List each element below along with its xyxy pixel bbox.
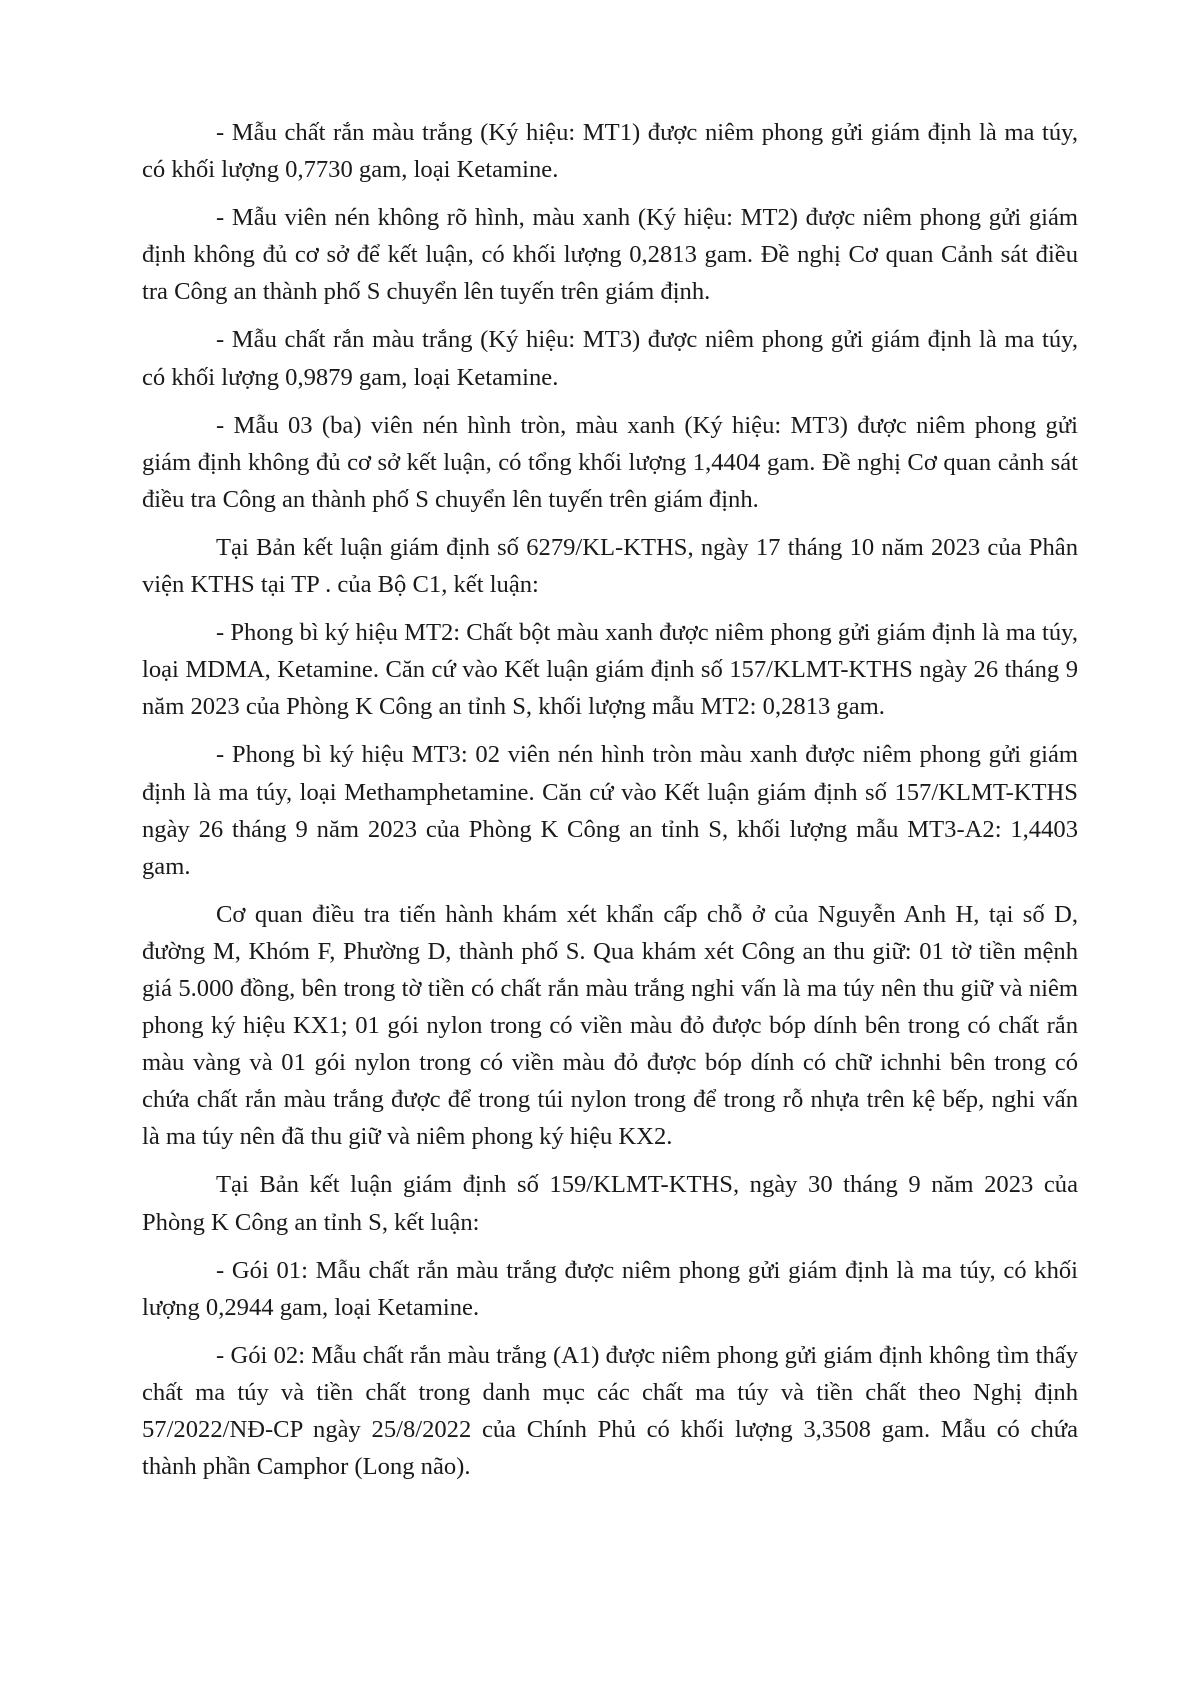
paragraph-envelope-mt3: - Phong bì ký hiệu MT3: 02 viên nén hình tròn màu xanh được niêm phong gửi giám định là ma túy, loại Methamphetamine. Căn cứ vào Kết luận giám định số 157/KLMT-KTHS ngày 26 tháng 9 năm 2023 của Phòng K Công an tỉnh S, khối lượng mẫu MT3-A2: 1,4403 gam.: [142, 741, 1078, 880]
paragraph-conclusion-159: Tại Bản kết luận giám định số 159/KLMT-KTHS, ngày 30 tháng 9 năm 2023 của Phòng K Công an tỉnh S, kết luận:: [142, 1171, 1078, 1236]
paragraph-package-01: - Gói 01: Mẫu chất rắn màu trắng được niêm phong gửi giám định là ma túy, có khối lượng 0,2944 gam, loại Ketamine.: [142, 1256, 1078, 1321]
paragraph-sample-mt1: - Mẫu chất rắn màu trắng (Ký hiệu: MT1) được niêm phong gửi giám định là ma túy, có khối lượng 0,7730 gam, loại Ketamine.: [142, 119, 1078, 184]
paragraph-sample-mt3-tablets: - Mẫu 03 (ba) viên nén hình tròn, màu xanh (Ký hiệu: MT3) được niêm phong gửi giám định không đủ cơ sở kết luận, có tổng khối lượng 1,4404 gam. Đề nghị Cơ quan cảnh sát điều tra Công an thành phố S chuyển lên tuyến trên giám định.: [142, 411, 1078, 513]
paragraph-search-residence: Cơ quan điều tra tiến hành khám xét khẩn cấp chỗ ở của Nguyễn Anh H, tại số D, đường M, Khóm F, Phường D, thành phố S. Qua khám xét Công an thu giữ: 01 tờ tiền mệnh giá 5.000 đồng, bên trong tờ tiền có chất rắn màu trắng nghi vấn là ma túy nên thu giữ và niêm phong ký hiệu KX1; 01 gói nylon trong có viền màu đỏ được bóp dính bên trong có chất rắn màu vàng và 01 gói nylon trong có viền màu đỏ được bóp dính có chữ ichnhi bên trong có chứa chất rắn màu trắng được để trong túi nylon trong để trong rỗ nhựa trên kệ bếp, nghi vấn là ma túy nên đã thu giữ và niêm phong ký hiệu KX2.: [142, 900, 1078, 1151]
paragraph-sample-mt2: - Mẫu viên nén không rõ hình, màu xanh (Ký hiệu: MT2) được niêm phong gửi giám định không đủ cơ sở để kết luận, có khối lượng 0,2813 gam. Đề nghị Cơ quan Cảnh sát điều tra Công an thành phố S chuyển lên tuyến trên giám định.: [142, 204, 1078, 306]
document-body: [142, 114, 1078, 1496]
paragraph-package-02: - Gói 02: Mẫu chất rắn màu trắng (A1) được niêm phong gửi giám định không tìm thấy chất ma túy và tiền chất trong danh mục các chất ma túy và tiền chất theo Nghị định 57/2022/NĐ-CP ngày 25/8/2022 của Chính Phủ có khối lượng 3,3508 gam. Mẫu có chứa thành phần Camphor (Long não).: [142, 1341, 1078, 1481]
paragraph-envelope-mt2: - Phong bì ký hiệu MT2: Chất bột màu xanh được niêm phong gửi giám định là ma túy, loại MDMA, Ketamine. Căn cứ vào Kết luận giám định số 157/KLMT-KTHS ngày 26 tháng 9 năm 2023 của Phòng K Công an tỉnh S, khối lượng mẫu MT2: 0,2813 gam.: [142, 619, 1078, 721]
paragraph-sample-mt3: - Mẫu chất rắn màu trắng (Ký hiệu: MT3) được niêm phong gửi giám định là ma túy, có khối lượng 0,9879 gam, loại Ketamine.: [142, 326, 1078, 391]
paragraph-conclusion-6279: Tại Bản kết luận giám định số 6279/KL-KTHS, ngày 17 tháng 10 năm 2023 của Phân viện KTHS tại TP . của Bộ C1, kết luận:: [142, 533, 1078, 599]
